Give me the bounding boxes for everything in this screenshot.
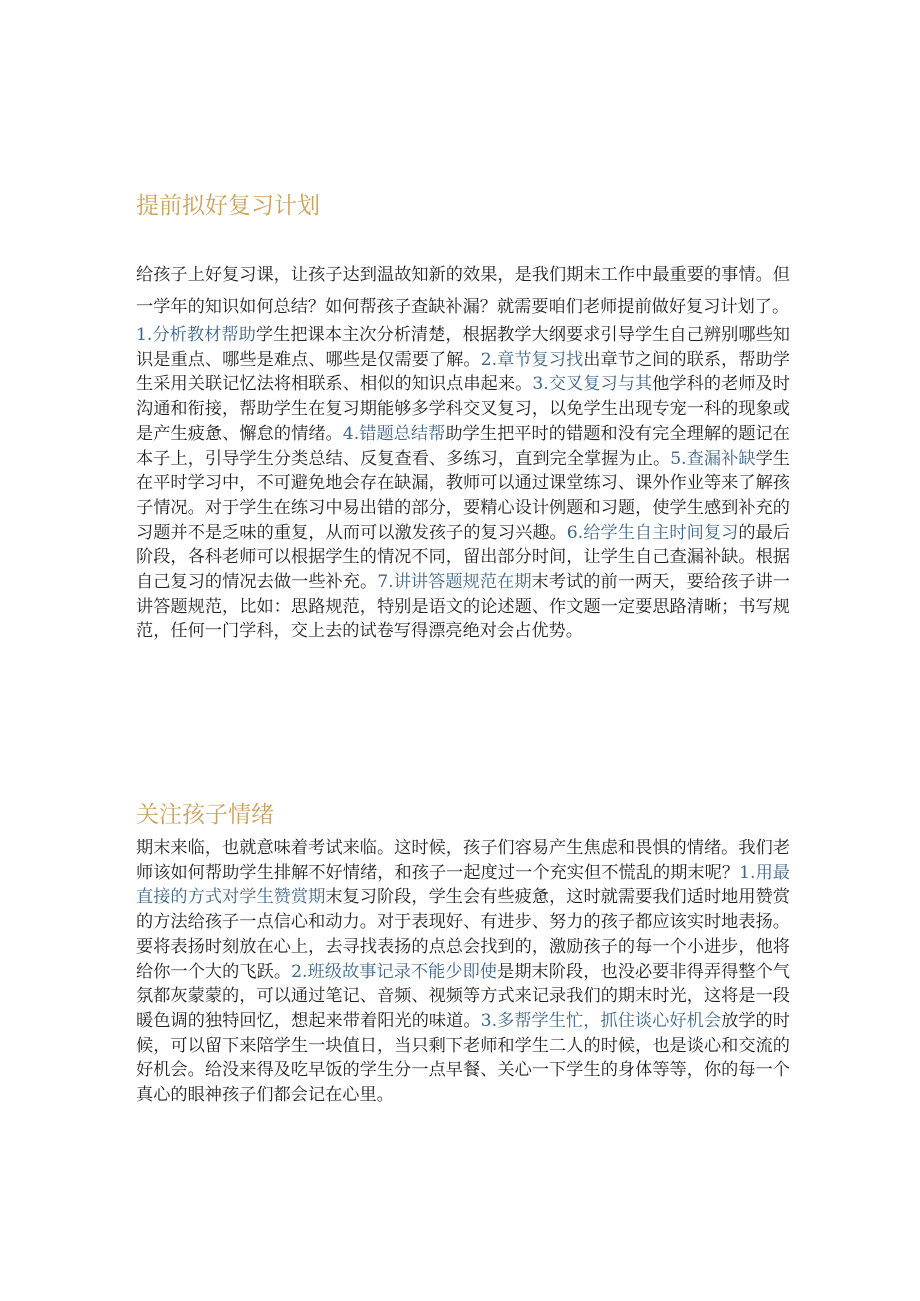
paragraph-text: 助学生把平时的错题和没有完全理解的题记在本子上，引导学生分类总结、反复查看、多练习，直到完全掌握为止。 xyxy=(136,423,790,469)
highlighted-step-label: 3.多帮学生忙，抓住谈心好机会 xyxy=(480,1010,722,1031)
paragraph-text: 学生把课本主次分析清楚，根据教学大纲要求引导学生自己辨别哪些知识是重点、哪些是难点、哪些是仅需要了解。 xyxy=(136,325,790,370)
paragraph-text: 末考试的前一两天，要给孩子讲一讲答题规范，比如：思路规范，特别是语文的论述题、作文题一定要思路清晰；书写规范，任何一门学科，交上去的试卷写得漂亮绝对会占优势。 xyxy=(136,572,790,642)
highlighted-step-label: 2.章节复习找 xyxy=(480,349,584,370)
intro-paragraph: 给孩子上好复习课，让孩子达到温故知新的效果，是我们期末工作中最重要的事情。但一学年的知识如何总结？如何帮孩子查缺补漏？就需要咱们老师提前做好复习计划了。 xyxy=(136,265,790,317)
emotions-paragraph xyxy=(136,836,790,1108)
highlighted-step-label: 1.分析教材帮助 xyxy=(136,325,256,345)
highlighted-step-label: 5.查漏补缺 xyxy=(670,448,756,469)
paragraph-text: 是期末阶段，也没必要非得弄得整个气氛都灰蒙蒙的，可以通过笔记、音频、视频等方式来记录我们的期末时光，这将是一段暖色调的独特回忆，想起来带着阳光的味道。 xyxy=(136,961,790,1031)
paragraph-text: 学生在平时学习中，不可避免地会存在缺漏，教师可以通过课堂练习、课外作业等来了解孩子情况。对于学生在练习中易出错的部分，要精心设计例题和习题，使学生感到补充的习题并不是乏味的重复，从而可以激发孩子的复习兴趣。 xyxy=(136,448,790,543)
highlighted-step-label: 7.讲讲答题规范在期 xyxy=(377,572,532,593)
section-review-plan xyxy=(136,260,790,644)
highlighted-step-label: 1.用最直接的方式对学生赞赏期 xyxy=(136,862,790,908)
paragraph-text: 的最后阶段，各科老师可以根据学生的情况不同，留出部分时间，让学生自己查漏补缺。根据自己复习的情况去做一些补充。 xyxy=(136,522,790,593)
paragraph-text: 末复习阶段，学生会有些疲惫，这时就需要我们适时地用赞赏的方法给孩子一点信心和动力。对于表现好、有进步、努力的孩子都应该实时地表扬。要将表扬时刻放在心上，去寻找表扬的点总会找到的，激励孩子的每一个小进步，他将给你一个大的飞跃。 xyxy=(136,887,790,982)
section-heading-review-plan: 提前拟好复习计划 xyxy=(136,193,320,219)
paragraph-text: 出章节之间的联系，帮助学生采用关联记忆法将相联系、相似的知识点串起来。 xyxy=(136,349,790,395)
paragraph-text: 放学的时候，可以留下来陪学生一块值日，当只剩下老师和学生二人的时候，也是谈心和交流的好机会。给没来得及吃早饭的学生分一点早餐、关心一下学生的身体等等，你的每一个真心的眼神孩子们都会记在心里。 xyxy=(136,1010,790,1106)
highlighted-step-label: 2.班级故事记录不能少即使 xyxy=(291,961,498,982)
review-plan-steps-paragraph xyxy=(136,323,790,644)
highlighted-step-label: 4.错题总结帮 xyxy=(342,423,446,444)
highlighted-step-label: 3.交叉复习与其 xyxy=(532,374,653,395)
section-heading-emotions: 关注孩子情绪 xyxy=(136,802,274,828)
paragraph-text: 他学科的老师及时沟通和衔接，帮助学生在复习期能够多学科交叉复习，以免学生出现专宠一科的现象或是产生疲惫、懈怠的情绪。 xyxy=(136,374,790,444)
paragraph-text: 期末来临，也就意味着考试来临。这时候，孩子们容易产生焦虑和畏惧的情绪。我们老师该如何帮助学生排解不好情绪，和孩子一起度过一个充实但不慌乱的期末呢？ xyxy=(136,838,790,883)
section-emotions xyxy=(136,836,790,1108)
highlighted-step-label: 6.给学生自主时间复习 xyxy=(566,522,739,543)
